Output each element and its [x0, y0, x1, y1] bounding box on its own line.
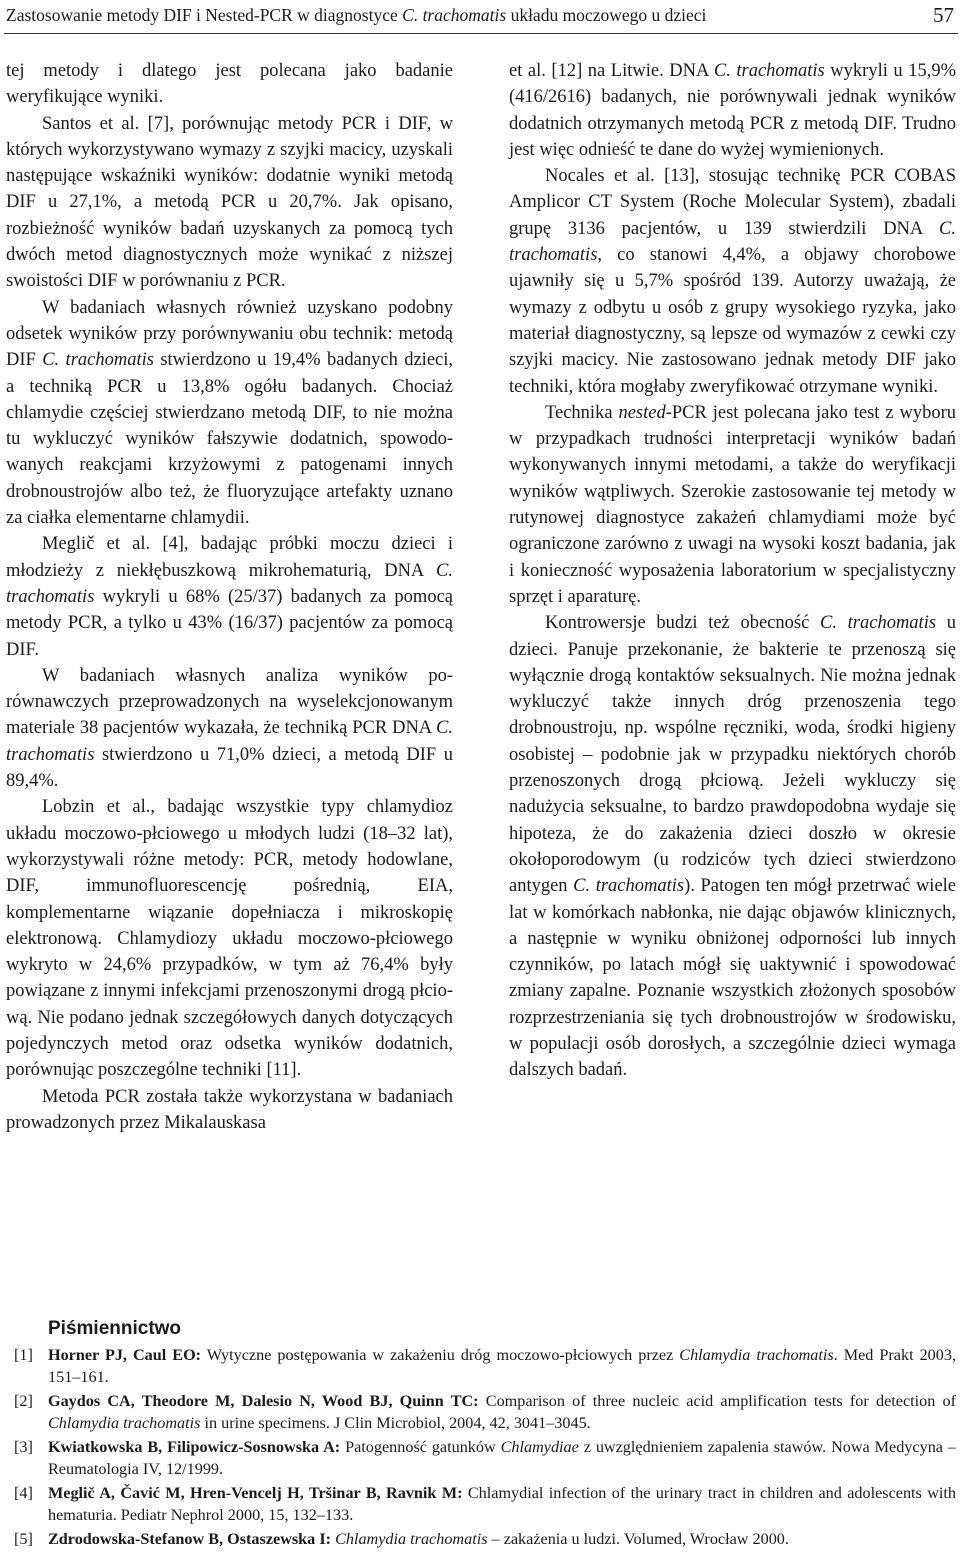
- running-title: Zastosowanie metody DIF i Nested-PCR w diagnostyce C. trachomatis układu moczowego u dzieci: [6, 5, 707, 25]
- references-heading: Piśmiennictwo: [48, 1318, 182, 1339]
- paragraph: Lobzin et al., badając wszystkie typy chlamydioz układu moczowo-płciowego u młodych ludzi (18–32 lat), wykorzystywali różne metody: PCR, metody hodowlane, DIF, immunofluorescencję pośrednią, EIA, komplementarne wiązanie dopełniacza i mikroskopię elektronową. Chlamydiozy układu moczowo-płciowego wykryto w 24,6% przypadków, w tym aż 76,4% były powiązane z innymi infekcjami przenoszonymi drogą płciową. Nie podano jednak szczegółowych danych dotyczących pojedynczych metod oraz odsetka wyników dodatnich, porównując poszczególne techniki [11].: [6, 797, 453, 1081]
- reference-item: [3] Kwiatkowska B, Filipowicz-Sosnowska A: Patogenność gatunków Chlamydiae z uwzględnieniem zapalenia stawów. Nowa Medycyna – Reumatologia IV, 12/1999.: [14, 1438, 956, 1478]
- paragraph: W badaniach własnych analiza wyników porównawczych przeprowadzonych na wyselekcjonowanym materiale 38 pacjentów wykazała, że techniką PCR DNA C. trachomatis stwierdzono u 71,0% dzieci, a metodą DIF u 89,4%.: [6, 665, 453, 792]
- paragraph: Metoda PCR została także wykorzystana w badaniach prowadzonych przez Mikalauskasa: [6, 1086, 453, 1133]
- paragraph: Nocales et al. [13], stosując technikę PCR COBAS Amplicor CT System (Roche Molecular System), zbadali grupę 3136 pacjentów, u 139 stwierdzili DNA C. trachomatis, co stanowi 4,4%, a objawy chorobowe ujawniły się u 5,7% spośród 139. Autorzy uważają, że wymazy z odbytu u osób z grupy wysokiego ryzyka, jako materiał diagnostyczny, są lepsze od wymazów z cewki czy szyjki macicy. Nie zastosowano jednak metody DIF jako techniki, która mogłaby zweryfikować otrzymane wyniki.: [509, 166, 956, 397]
- paragraph: Meglič et al. [4], badając próbki moczu dzieci i młodzieży z niekłębuszkową mikrohematurią, DNA C. trachomatis wykryli u 68% (25/37) badanych za pomocą metody PCR, a tylko u 43% (16/37) pacjentów za pomocą DIF.: [6, 534, 453, 660]
- references-section: [12, 1318, 956, 1552]
- page-number: 57: [933, 3, 954, 27]
- right-column: [509, 58, 956, 1084]
- paragraph: W badaniach własnych również uzyskano podobny odsetek wyników przy porównywaniu obu technik: metodą DIF C. trachomatis stwierdzono u 19,4% badanych dzieci, a techniką PCR u 13,8% ogółu badanych. Chociaż chlamydie częściej stwierdzano metodą DIF, to nie można tu wykluczyć wyników fałszywie dodatnich, spowodowanych reakcjami krzyżowymi z patogenami innych drobnoustrojów albo też, że fluoryzujące artefakty uznano za ciałka elementarne chlamydii.: [6, 297, 454, 529]
- reference-item: [5] Zdrodowska-Stefanow B, Ostaszewska I: Chlamydia trachomatis – zakażenia u ludzi. Volumed, Wrocław 2000.: [14, 1530, 789, 1548]
- paragraph: Kontrowersje budzi też obecność C. trachomatis u dzieci. Panuje przekonanie, że bakterie te przenoszą się wyłącznie drogą kontaktów seksualnych. Nie można jednak wykluczyć także innych dróg przenoszenia tego drobnoustroju, np. wspólne ręczniki, woda, środki higieny osobistej – podobnie jak w przypadku niektórych chorób przenoszonych drogą płciową. Jeżeli wykluczy się nadużycia seksualne, to bardzo prawdopodobna wydaje się hipoteza, że do zakażenia dzieci doszło w okresie okołoporodowym (u rodziców tych dzieci stwierdzono antygen C. trachomatis). Patogen ten mógł przetrwać wiele lat w komórkach nabłonka, nie dając objawów klinicznych, a następnie w wyniku obniżonej odporności lub innych czynników, po latach mógł się uaktywnić i spowodować zmiany zapalne. Poznanie wszystkich złożonych sposobów rozprzestrzeniania się tych drobnoustrojów w środowisku, w populacji osób dorosłych, a szczególnie dzieci wymaga dalszych badań.: [509, 613, 957, 1081]
- reference-item: [2] Gaydos CA, Theodore M, Dalesio N, Wood BJ, Quinn TC: Comparison of three nucleic acid amplification tests for detection of Chlamydia trachomatis in urine specimens. J Clin Microbiol, 2004, 42, 3041–3045.: [14, 1392, 956, 1432]
- paragraph: Santos et al. [7], porównując metody PCR i DIF, w których wykorzystywano wymazy z szyjki macicy, uzyskali następujące wskaźniki wyników: dodatnie wyniki metodą DIF u 27,1%, a metodą PCR u 20,7%. Jak opisano, rozbieżność wyników badań uzyskanych za pomocą tych dwóch metod diagnostycznych może wynikać z niższej swoistości DIF w porównaniu z PCR.: [6, 113, 453, 292]
- reference-item: [1] Horner PJ, Caul EO: Wytyczne postępowania w zakażeniu dróg moczowo-płciowych przez Chlamydia trachomatis. Med Prakt 2003, 151–161.: [14, 1346, 956, 1386]
- running-header: [6, 0, 956, 30]
- reference-item: [4] Meglič A, Čavić M, Hren-Vencelj H, Tršinar B, Ravnik M: Chlamydial infection of the urinary tract in children and adolescents with hematuria. Pediatr Nephrol 2000, 15, 132–133.: [14, 1484, 957, 1524]
- paragraph: tej metody i dlatego jest polecana jako badanie weryfikujące wyniki.: [6, 61, 453, 108]
- header-rule: [4, 33, 958, 34]
- left-column: [6, 58, 453, 1136]
- paragraph: et al. [12] na Litwie. DNA C. trachomatis wykryli u 15,9% (416/2616) badanych, nie porównywali jednak wyników dodatnich otrzymanych metodą PCR z metodą DIF. Trudno jest więc odnieść te dane do wyżej wymienionych.: [509, 61, 956, 160]
- paragraph: Technika nested-PCR jest polecana jako test z wyboru w przypadkach trudności interpretacji wyników badań wykonywanych innymi metodami, a także do weryfikacji wyników wątpliwych. Szerokie zastosowanie tej metody w rutynowej diagnostyce zakażeń chlamydiami może być ograniczone zarówno z uwagi na wysoki koszt badania, jak i konieczność wyposażenia laboratorium w specjalistyczny sprzęt i aparaturę.: [509, 402, 956, 607]
